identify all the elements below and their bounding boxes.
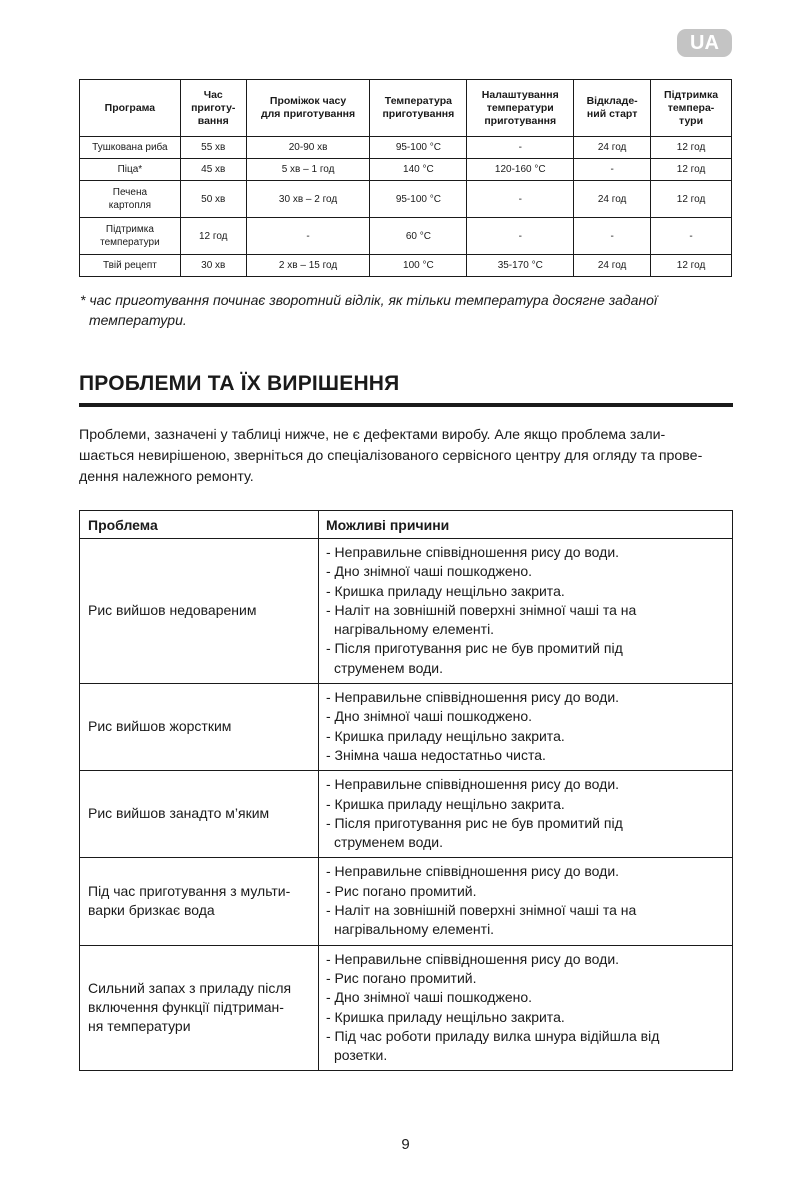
- cause-item: - Неправильне співвідношення рису до води.: [326, 776, 620, 793]
- header-line: приготування: [484, 114, 557, 127]
- header-line: Відкладе-: [586, 95, 638, 107]
- intro-paragraph: [79, 425, 739, 488]
- problem-line: варки бризкає вода: [88, 902, 215, 919]
- header-time-range: [246, 80, 370, 137]
- cell-temp: 140 °C: [370, 159, 467, 181]
- cause-item: - Після приготування рис не був промитий під струменем води.: [326, 814, 623, 851]
- section-divider: [79, 403, 733, 407]
- table-row: [80, 159, 732, 181]
- header-line: приготування: [382, 108, 455, 120]
- cell-line: Печена: [112, 187, 148, 198]
- cell-delay: 24 год: [574, 137, 651, 159]
- cell-time: 55 хв: [180, 137, 246, 159]
- cell-causes: [319, 771, 733, 858]
- cause-item: - Під час роботи приладу вилка шнура відійшла від розетки.: [326, 1027, 660, 1064]
- header-delayed-start: [574, 80, 651, 137]
- header-line: для приготування: [260, 108, 356, 120]
- cause-item: - Рис погано промитий.: [326, 969, 477, 986]
- cell-delay: -: [574, 159, 651, 181]
- cell-temp: 95-100 °C: [370, 181, 467, 218]
- cell-time: 30 хв: [180, 255, 246, 277]
- cell-problem: [80, 771, 319, 858]
- header-line: вання: [197, 114, 229, 127]
- header-line: Налаштування: [481, 88, 559, 101]
- cause-item: - Дно знімної чаші пошкоджено.: [326, 708, 533, 725]
- cell-problem: [80, 539, 319, 684]
- problem-line: Сильний запах з приладу після: [88, 979, 292, 996]
- cell-keep-warm: 12 год: [651, 181, 732, 218]
- cell-line: температури: [100, 237, 160, 248]
- problem-line: Під час приготування з мульти-: [88, 882, 291, 899]
- table-row: [80, 771, 733, 858]
- cell-causes: [319, 858, 733, 945]
- problem-line: Рис вийшов занадто м’яким: [88, 805, 270, 822]
- header-temp-setting: [467, 80, 574, 137]
- cell-temp-setting: -: [467, 181, 574, 218]
- problem-line: Рис вийшов жорстким: [88, 718, 232, 735]
- cell-temp-setting: -: [467, 218, 574, 255]
- header-causes: Можливі причини: [319, 511, 733, 539]
- problem-line: Рис вийшов недовареним: [88, 601, 257, 618]
- cause-item: - Кришка приладу нещільно закрита.: [326, 727, 565, 744]
- table-row: [80, 218, 732, 255]
- cause-item: - Кришка приладу нещільно закрита.: [326, 1008, 565, 1025]
- cell-delay: 24 год: [574, 255, 651, 277]
- cell-line: Підтримка: [105, 224, 154, 235]
- cell-range: 2 хв – 15 год: [246, 255, 370, 277]
- cause-item: - Наліт на зовнішній поверхні знімної чаші та на нагрівальному елементі.: [326, 601, 637, 638]
- cell-program: [80, 218, 181, 255]
- cell-program: Твій рецепт: [80, 255, 181, 277]
- header-line: Підтримка: [664, 88, 719, 101]
- cause-item: - Кришка приладу нещільно закрита.: [326, 582, 565, 599]
- cause-item: - Неправильне співвідношення рису до води.: [326, 544, 620, 560]
- header-line: приготу-: [191, 101, 236, 114]
- cell-time: 50 хв: [180, 181, 246, 218]
- cause-item: - Неправильне співвідношення рису до води.: [326, 689, 620, 706]
- problem-line: ня температури: [88, 1018, 191, 1035]
- cause-item: - Дно знімної чаші пошкоджено.: [326, 563, 533, 580]
- cell-program: Піца*: [80, 159, 181, 181]
- cause-item: - Після приготування рис не був промитий під струменем води.: [326, 640, 623, 676]
- cell-problem: [80, 945, 319, 1071]
- cell-causes: [319, 684, 733, 771]
- header-line: ний старт: [586, 108, 638, 120]
- header-keep-warm: [651, 80, 732, 137]
- header-cook-temp: [370, 80, 467, 137]
- cause-item: - Рис погано промитий.: [326, 882, 477, 899]
- footnote-line: * час приготування починає зворотний відлік, як тільки температура досягне заданої: [80, 292, 658, 308]
- header-problem: Проблема: [80, 511, 319, 539]
- cell-keep-warm: 12 год: [651, 159, 732, 181]
- table-row: [80, 255, 732, 277]
- cell-causes: [319, 945, 733, 1071]
- language-badge: UA: [677, 29, 732, 57]
- intro-line: Проблеми, зазначені у таблиці нижче, не є дефектами виробу. Але якщо проблема зали-: [79, 427, 666, 443]
- troubleshooting-header-row: [80, 511, 733, 539]
- section-title: ПРОБЛЕМИ ТА ЇХ ВИРІШЕННЯ: [79, 372, 400, 395]
- table-row: [80, 858, 733, 945]
- cell-temp: 95-100 °C: [370, 137, 467, 159]
- cell-temp-setting: 35-170 °C: [467, 255, 574, 277]
- cell-time: 12 год: [180, 218, 246, 255]
- table-row: [80, 539, 733, 684]
- cause-item: - Кришка приладу нещільно закрита.: [326, 795, 565, 812]
- intro-line: дення належного ремонту.: [79, 469, 254, 485]
- cell-keep-warm: -: [651, 218, 732, 255]
- intro-line: шається невирішеною, зверніться до спеціалізованого сервісного центру для огляду та прове-: [79, 448, 703, 464]
- cause-item: - Знімна чаша недостатньо чиста.: [326, 746, 546, 763]
- cell-delay: 24 год: [574, 181, 651, 218]
- cell-range: 30 хв – 2 год: [246, 181, 370, 218]
- header-line: Програма: [104, 101, 156, 114]
- header-line: темпера-: [667, 101, 715, 114]
- troubleshooting-table: [79, 510, 733, 1071]
- cell-delay: -: [574, 218, 651, 255]
- cell-temp-setting: 120-160 °C: [467, 159, 574, 181]
- cell-range: 20-90 хв: [246, 137, 370, 159]
- cause-item: - Наліт на зовнішній поверхні знімної чаші та на нагрівальному елементі.: [326, 902, 637, 938]
- cell-temp-setting: -: [467, 137, 574, 159]
- header-line: Температура: [384, 95, 452, 107]
- cell-time: 45 хв: [180, 159, 246, 181]
- cell-temp: 60 °C: [370, 218, 467, 255]
- cause-item: - Неправильне співвідношення рису до води.: [326, 950, 620, 967]
- cause-item: - Дно знімної чаші пошкоджено.: [326, 989, 533, 1006]
- table-row: [80, 684, 733, 771]
- footnote: [80, 290, 730, 330]
- table-row: [80, 945, 733, 1071]
- cell-temp: 100 °C: [370, 255, 467, 277]
- cell-line: картопля: [108, 200, 151, 211]
- cell-range: 5 хв – 1 год: [246, 159, 370, 181]
- cell-range: -: [246, 218, 370, 255]
- cell-problem: [80, 858, 319, 945]
- cell-keep-warm: 12 год: [651, 137, 732, 159]
- cell-causes: [319, 539, 733, 684]
- cell-program: [80, 181, 181, 218]
- page-number: 9: [401, 1136, 410, 1153]
- header-line: Проміжок часу: [269, 95, 347, 107]
- program-table-header-row: [80, 80, 732, 137]
- header-cook-time: [180, 80, 246, 137]
- header-line: Час: [203, 88, 223, 101]
- cell-problem: [80, 684, 319, 771]
- table-row: [80, 137, 732, 159]
- table-row: [80, 181, 732, 218]
- footnote-line: температури.: [89, 312, 187, 328]
- cell-program: Тушкована риба: [80, 137, 181, 159]
- program-table: [79, 79, 732, 277]
- cause-item: - Неправильне співвідношення рису до води.: [326, 863, 620, 880]
- cell-keep-warm: 12 год: [651, 255, 732, 277]
- problem-line: включення функції підтриман-: [88, 998, 284, 1015]
- header-program: [80, 80, 181, 137]
- header-line: тури: [679, 114, 704, 127]
- header-line: температури: [486, 101, 554, 114]
